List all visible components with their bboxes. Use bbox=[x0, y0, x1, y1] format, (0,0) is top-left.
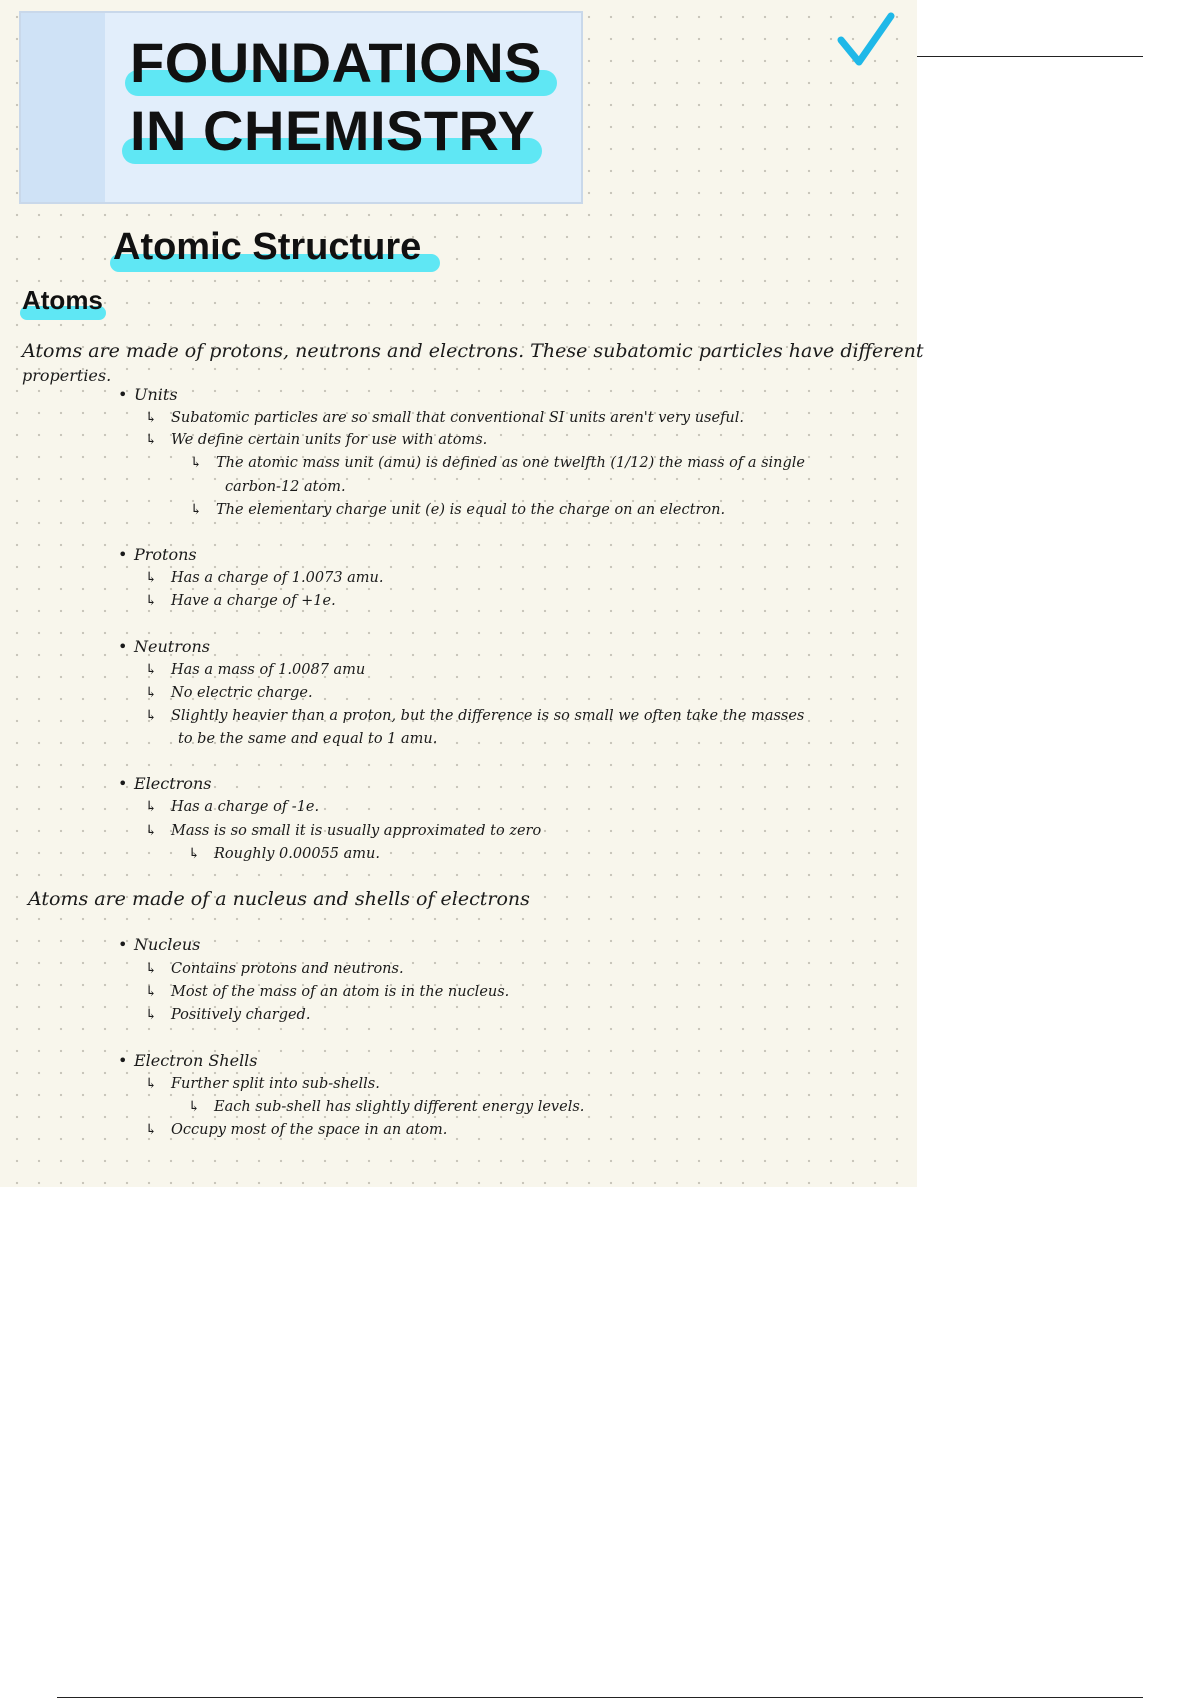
sub-list-item-text: The elementary charge unit (e) is equal to the charge on an electron. bbox=[216, 502, 726, 518]
list-item bbox=[145, 1076, 380, 1092]
list-item-text: No electric charge. bbox=[171, 685, 313, 701]
bullet-label: Nucleus bbox=[134, 935, 201, 954]
bullet-label: Neutrons bbox=[134, 637, 210, 656]
sub-list-item bbox=[190, 502, 725, 518]
arrow-icon: ↳ bbox=[145, 593, 158, 609]
list-item-text: Has a mass of 1.0087 amu bbox=[171, 662, 366, 678]
arrow-icon: ↳ bbox=[145, 432, 158, 448]
arrow-icon: ↳ bbox=[145, 799, 158, 815]
arrow-icon: ↳ bbox=[145, 961, 158, 977]
section-heading: Atomic Structure bbox=[113, 226, 422, 268]
title-card-strip bbox=[21, 13, 105, 202]
list-item-text: Have a charge of +1e. bbox=[171, 593, 336, 609]
bullet-electron-shells bbox=[118, 1051, 258, 1070]
sub-list-item-continued: carbon-12 atom. bbox=[225, 479, 346, 495]
list-item-text: Slightly heavier than a proton, but the difference is so small we often take the masses bbox=[171, 708, 805, 724]
arrow-icon: ↳ bbox=[145, 1122, 158, 1138]
list-item-text: Has a charge of 1.0073 amu. bbox=[171, 570, 384, 586]
arrow-icon: ↳ bbox=[145, 823, 158, 839]
bullet-dot: • bbox=[118, 774, 128, 793]
list-item bbox=[145, 799, 319, 815]
checkmark-icon bbox=[835, 10, 897, 70]
bullet-label: Protons bbox=[134, 545, 197, 564]
sub-list-item-text: Roughly 0.00055 amu. bbox=[214, 846, 380, 862]
header-rule bbox=[917, 56, 1143, 57]
arrow-icon: ↳ bbox=[190, 455, 203, 471]
intro-line: Atoms are made of protons, neutrons and electrons. These subatomic particles have different bbox=[22, 340, 924, 362]
intro-line: properties. bbox=[22, 366, 112, 385]
arrow-icon: ↳ bbox=[145, 1076, 158, 1092]
bullet-dot: • bbox=[118, 545, 128, 564]
list-item bbox=[145, 685, 313, 701]
bullet-dot: • bbox=[118, 637, 128, 656]
arrow-icon: ↳ bbox=[188, 846, 201, 862]
list-item bbox=[145, 410, 744, 426]
bullet-dot: • bbox=[118, 1051, 128, 1070]
list-item-text: Most of the mass of an atom is in the nucleus. bbox=[171, 984, 510, 1000]
sub-list-item bbox=[188, 846, 380, 862]
list-item-text: Further split into sub-shells. bbox=[171, 1076, 380, 1092]
list-item-text: Mass is so small it is usually approximated to zero bbox=[171, 823, 542, 839]
sub-list-item-text: Each sub-shell has slightly different energy levels. bbox=[214, 1099, 585, 1115]
arrow-icon: ↳ bbox=[145, 410, 158, 426]
sub-list-item bbox=[188, 1099, 584, 1115]
list-item-text: Occupy most of the space in an atom. bbox=[171, 1122, 448, 1138]
bullet-protons bbox=[118, 545, 197, 564]
arrow-icon: ↳ bbox=[188, 1099, 201, 1115]
list-item bbox=[145, 984, 509, 1000]
bullet-label: Units bbox=[134, 385, 178, 404]
list-item bbox=[145, 662, 365, 678]
bullet-dot: • bbox=[118, 935, 128, 954]
list-item bbox=[145, 961, 404, 977]
list-item bbox=[145, 593, 336, 609]
bullet-neutrons bbox=[118, 637, 210, 656]
list-item bbox=[145, 1007, 310, 1023]
arrow-icon: ↳ bbox=[145, 1007, 158, 1023]
bullet-units bbox=[118, 385, 178, 404]
bullet-label: Electron Shells bbox=[134, 1051, 258, 1070]
list-item-text: Subatomic particles are so small that conventional SI units aren't very useful. bbox=[171, 410, 745, 426]
arrow-icon: ↳ bbox=[145, 662, 158, 678]
list-item-text: Positively charged. bbox=[171, 1007, 311, 1023]
list-item bbox=[145, 823, 541, 839]
sub-list-item bbox=[190, 455, 805, 471]
title-line-1: FOUNDATIONS bbox=[130, 31, 542, 94]
arrow-icon: ↳ bbox=[145, 570, 158, 586]
arrow-icon: ↳ bbox=[145, 685, 158, 701]
bullet-dot: • bbox=[118, 385, 128, 404]
bullet-electrons bbox=[118, 774, 211, 793]
arrow-icon: ↳ bbox=[145, 708, 158, 724]
list-item-continued: to be the same and equal to 1 amu. bbox=[178, 731, 438, 747]
bullet-label: Electrons bbox=[134, 774, 212, 793]
list-item-text: Has a charge of -1e. bbox=[171, 799, 320, 815]
list-item-text: We define certain units for use with atoms. bbox=[171, 432, 488, 448]
title-line-2: IN CHEMISTRY bbox=[130, 99, 536, 162]
footer-rule bbox=[57, 1697, 1143, 1698]
list-item bbox=[145, 432, 487, 448]
structure-intro: Atoms are made of a nucleus and shells of electrons bbox=[28, 888, 530, 910]
sub-list-item-text: The atomic mass unit (amu) is defined as one twelfth (1/12) the mass of a single bbox=[216, 455, 805, 471]
bullet-nucleus bbox=[118, 935, 200, 954]
list-item bbox=[145, 708, 804, 724]
arrow-icon: ↳ bbox=[145, 984, 158, 1000]
list-item bbox=[145, 1122, 447, 1138]
list-item-text: Contains protons and neutrons. bbox=[171, 961, 404, 977]
subsection-heading: Atoms bbox=[22, 285, 103, 315]
arrow-icon: ↳ bbox=[190, 502, 203, 518]
list-item bbox=[145, 570, 384, 586]
